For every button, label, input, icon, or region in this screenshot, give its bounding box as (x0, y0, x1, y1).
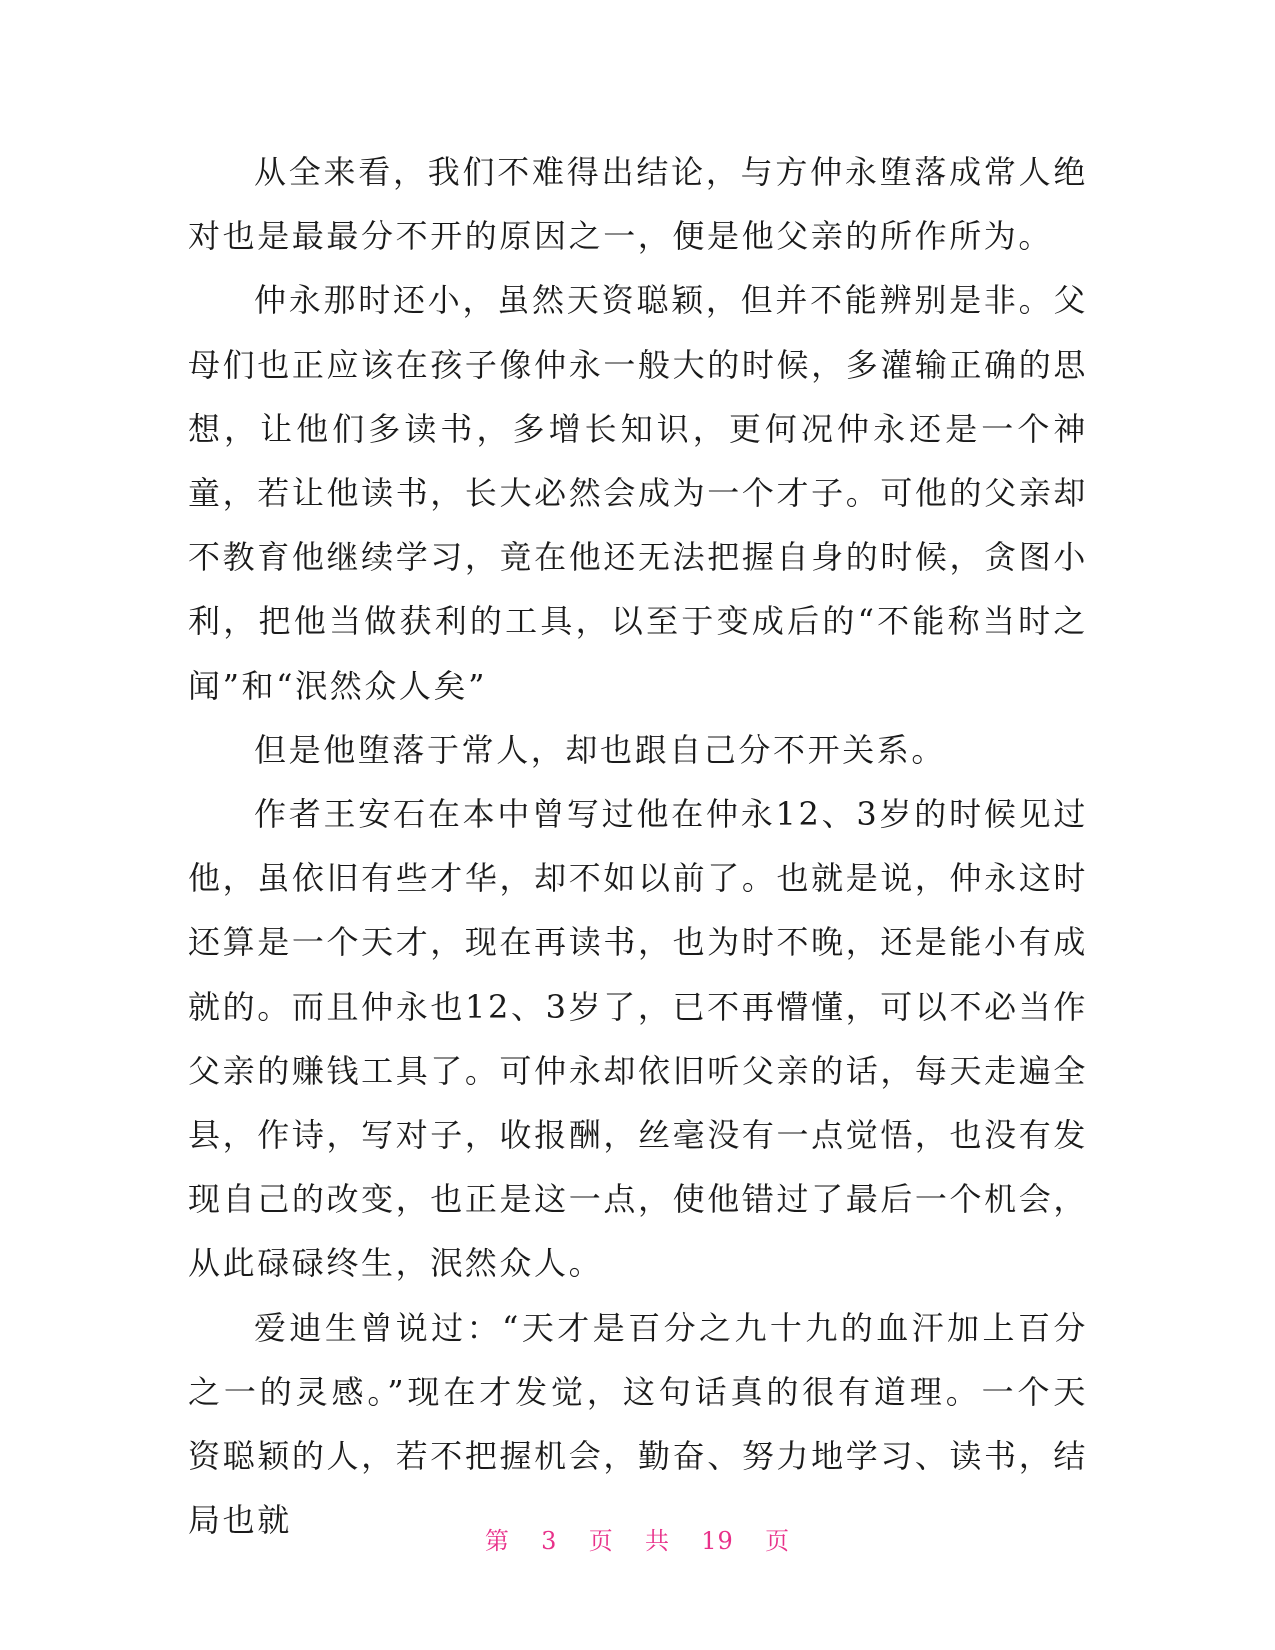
footer-current-page: 3 (541, 1527, 558, 1555)
document-body (188, 140, 1088, 1552)
paragraph-5: 爱迪生曾说过：“天才是百分之九十九的血汗加上百分之一的灵感。”现在才发觉，这句话真的很有道理。一个天资聪颖的人，若不把握机会，勤奋、努力地学习、读书，结局也就 (188, 1308, 1088, 1540)
footer-prefix: 第 (484, 1527, 510, 1555)
paragraph-4: 作者王安石在本中曾写过他在仲永12、3岁的时候见过他，虽依旧有些才华，却不如以前了。也就是说，仲永这时还算是一个天才，现在再读书，也为时不晚，还是能小有成就的。而且仲永也12、3岁了，已不再懵懂，可以不必当作父亲的赚钱工具了。可仲永却依旧听父亲的话，每天走遍全县，作诗，写对子，收报酬，丝毫没有一点觉悟，也没有发现自己的改变，也正是这一点，使他错过了最后一个机会，从此碌碌终生，泯然众人。 (188, 795, 1088, 1283)
paragraph-3: 但是他堕落于常人，却也跟自己分不开关系。 (254, 730, 947, 769)
footer-total-pages: 19 (701, 1527, 734, 1555)
page-footer (0, 1526, 1275, 1556)
paragraph-2: 仲永那时还小，虽然天资聪颖，但并不能辨别是非。父母们也正应该在孩子像仲永一般大的时候，多灌输正确的思想，让他们多读书，多增长知识，更何况仲永还是一个神童，若让他读书，长大必然会成为一个才子。可他的父亲却不教育他继续学习，竟在他还无法把握自身的时候，贪图小利，把他当做获利的工具，以至于变成后的“不能称当时之闻”和“泯然众人矣” (188, 281, 1088, 705)
footer-suffix: 页 (765, 1527, 791, 1555)
footer-total-word: 共 (645, 1527, 670, 1555)
paragraph-1: 从全来看，我们不难得出结论，与方仲永堕落成常人绝对也是最最分不开的原因之一，便是他父亲的所作所为。 (188, 153, 1088, 256)
footer-page-word: 页 (588, 1527, 614, 1555)
